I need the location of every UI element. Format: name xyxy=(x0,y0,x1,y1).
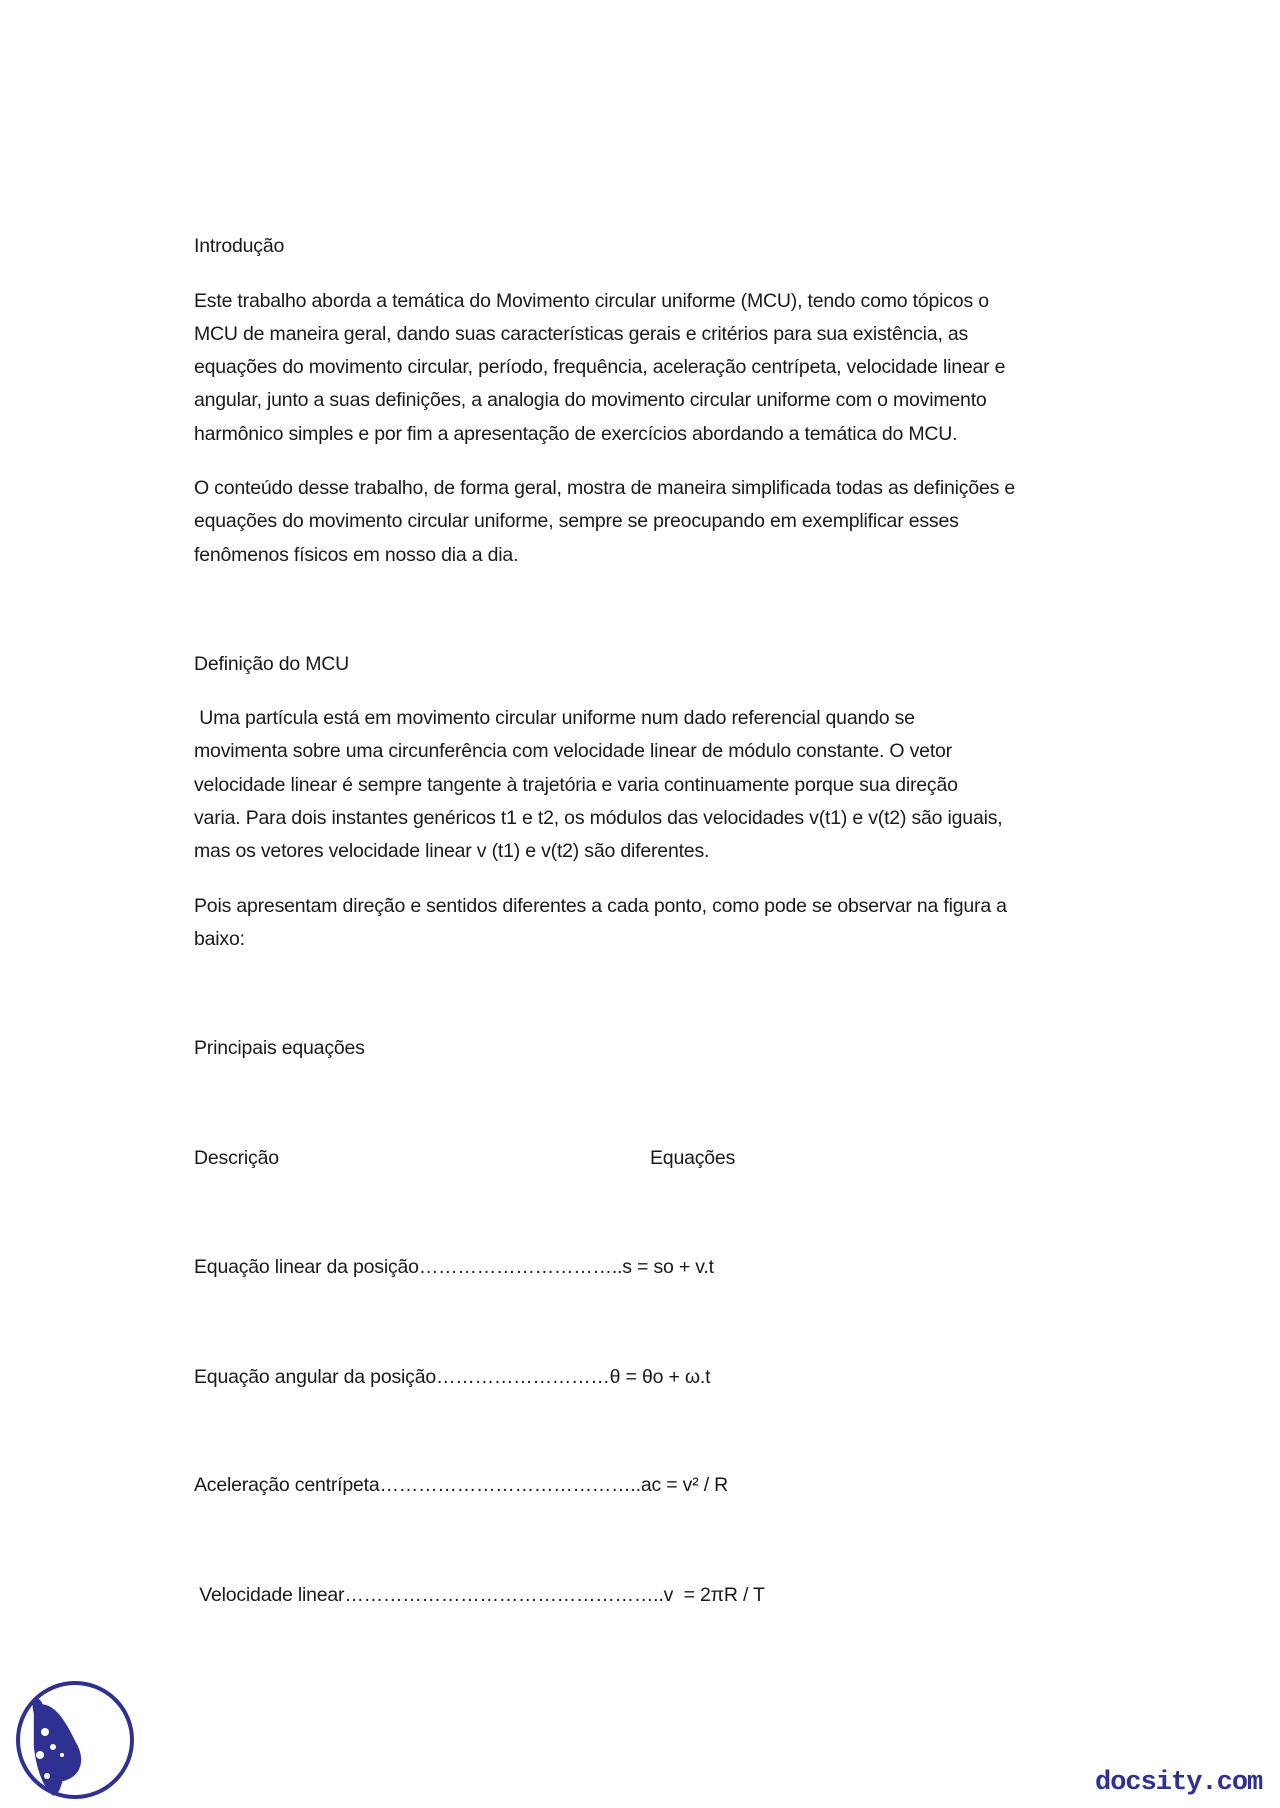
equation-row: Equação angular da posição………………………θ = θo + ω.t xyxy=(194,1366,711,1388)
equations-heading: Principais equações xyxy=(194,1037,365,1059)
definition-heading: Definição do MCU xyxy=(194,653,350,675)
paragraph-line: baixo: xyxy=(194,928,245,950)
paragraph-line: MCU de maneira geral, dando suas características gerais e critérios para sua existência, as xyxy=(194,323,969,345)
docsity-logo-icon xyxy=(14,1680,136,1800)
paragraph-line: Pois apresentam direção e sentidos diferentes a cada ponto, como pode se observar na figura a xyxy=(194,895,1007,917)
paragraph-line: equações do movimento circular, período, frequência, aceleração centrípeta, velocidade linear e xyxy=(194,356,1006,378)
paragraph-line: velocidade linear é sempre tangente à trajetória e varia continuamente porque sua direção xyxy=(194,774,958,796)
paragraph-line: O conteúdo desse trabalho, de forma geral, mostra de maneira simplificada todas as definições e xyxy=(194,477,1016,499)
paragraph-line: mas os vetores velocidade linear v (t1) e v(t2) são diferentes. xyxy=(194,840,710,862)
paragraph-line: angular, junto a suas definições, a analogia do movimento circular uniforme com o movimento xyxy=(194,389,987,411)
paragraph-line: fenômenos físicos em nosso dia a dia. xyxy=(194,544,519,566)
paragraph-line: equações do movimento circular uniforme, sempre se preocupando em exemplificar esses xyxy=(194,510,959,532)
equation-row: Velocidade linear…………………………………………..v = 2πR / T xyxy=(194,1584,765,1606)
column-header-description: Descrição xyxy=(194,1147,279,1169)
paragraph-line: harmônico simples e por fim a apresentação de exercícios abordando a temática do MCU. xyxy=(194,423,958,445)
column-header-equations: Equações xyxy=(650,1147,736,1169)
paragraph-line: movimenta sobre uma circunferência com velocidade linear de módulo constante. O vetor xyxy=(194,740,952,762)
equation-row: Aceleração centrípeta…………………………………..ac = v² / R xyxy=(194,1474,729,1496)
paragraph-line: varia. Para dois instantes genéricos t1 e t2, os módulos das velocidades v(t1) e v(t2) são iguais, xyxy=(194,807,1003,829)
equation-row: Equação linear da posição…………………………..s = so + v.t xyxy=(194,1256,714,1278)
paragraph-line: Uma partícula está em movimento circular uniforme num dado referencial quando se xyxy=(194,707,915,729)
paragraph-line: Este trabalho aborda a temática do Movimento circular uniforme (MCU), tendo como tópicos o xyxy=(194,290,989,312)
docsity-brand[interactable]: docsity.com xyxy=(1095,1768,1263,1798)
intro-heading: Introdução xyxy=(194,235,285,257)
